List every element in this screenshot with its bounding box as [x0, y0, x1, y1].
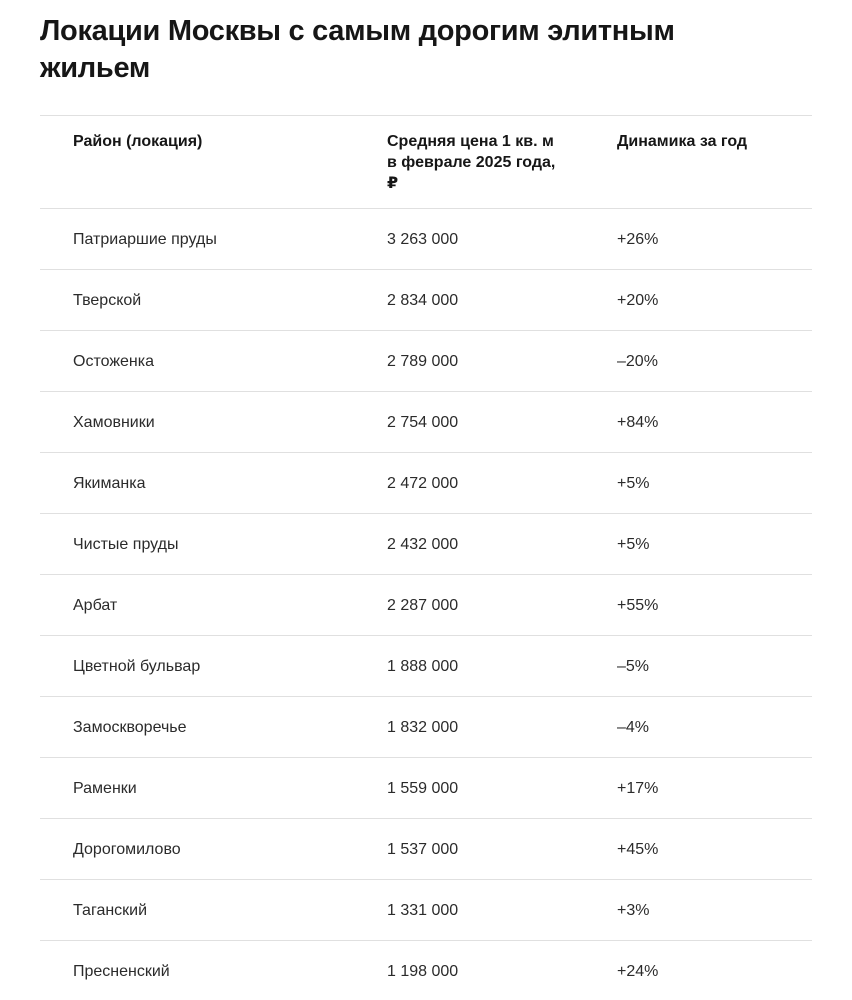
district-cell: Таганский — [73, 902, 148, 919]
table-row — [40, 697, 812, 758]
table-row — [40, 331, 812, 392]
table-row — [40, 453, 812, 514]
district-cell: Арбат — [73, 597, 118, 614]
district-cell: Замоскворечье — [73, 719, 187, 736]
price-cell: 2 432 000 — [387, 536, 459, 553]
column-header-change: Динамика за год — [617, 133, 748, 150]
table-row — [40, 880, 812, 941]
change-cell: –20% — [617, 353, 658, 370]
change-cell: –5% — [617, 658, 650, 675]
district-cell: Раменки — [73, 780, 137, 797]
table-row — [40, 209, 812, 270]
price-cell: 1 331 000 — [387, 902, 459, 919]
change-cell: +26% — [617, 231, 659, 248]
page-title: Локации Москвы с самым дорогим элитным жильем — [40, 15, 675, 84]
change-cell: +84% — [617, 414, 659, 431]
district-cell: Дорогомилово — [73, 841, 181, 858]
price-cell: 1 537 000 — [387, 841, 459, 858]
table-row — [40, 270, 812, 331]
price-cell: 2 287 000 — [387, 597, 459, 614]
district-cell: Пресненский — [73, 963, 170, 980]
price-cell: 1 198 000 — [387, 963, 459, 980]
change-cell: +55% — [617, 597, 659, 614]
price-cell: 2 754 000 — [387, 414, 459, 431]
district-cell: Патриаршие пруды — [73, 231, 217, 248]
table-row — [40, 636, 812, 697]
price-cell: 2 789 000 — [387, 353, 459, 370]
district-cell: Чистые пруды — [73, 536, 179, 553]
table-row — [40, 575, 812, 636]
district-cell: Хамовники — [73, 414, 155, 431]
district-cell: Цветной бульвар — [73, 658, 201, 675]
change-cell: +5% — [617, 475, 650, 492]
change-cell: +17% — [617, 780, 659, 797]
table-header-row — [40, 115, 812, 209]
change-cell: +24% — [617, 963, 659, 980]
change-cell: +45% — [617, 841, 659, 858]
district-cell: Тверской — [73, 292, 142, 309]
price-table — [40, 115, 812, 1000]
district-cell: Якиманка — [73, 475, 146, 492]
change-cell: +5% — [617, 536, 650, 553]
column-header-district: Район (локация) — [73, 133, 203, 150]
price-cell: 1 888 000 — [387, 658, 459, 675]
district-cell: Остоженка — [73, 353, 154, 370]
price-cell: 3 263 000 — [387, 231, 459, 248]
table-row — [40, 758, 812, 819]
price-cell: 1 832 000 — [387, 719, 459, 736]
change-cell: +20% — [617, 292, 659, 309]
price-cell: 2 834 000 — [387, 292, 459, 309]
price-cell: 1 559 000 — [387, 780, 459, 797]
table-row — [40, 514, 812, 575]
column-header-price: Средняя цена 1 кв. м в феврале 2025 года, ₽ — [387, 133, 556, 192]
price-cell: 2 472 000 — [387, 475, 459, 492]
table-row — [40, 392, 812, 453]
table-row — [40, 819, 812, 880]
change-cell: +3% — [617, 902, 650, 919]
table-row — [40, 941, 812, 1000]
change-cell: –4% — [617, 719, 650, 736]
